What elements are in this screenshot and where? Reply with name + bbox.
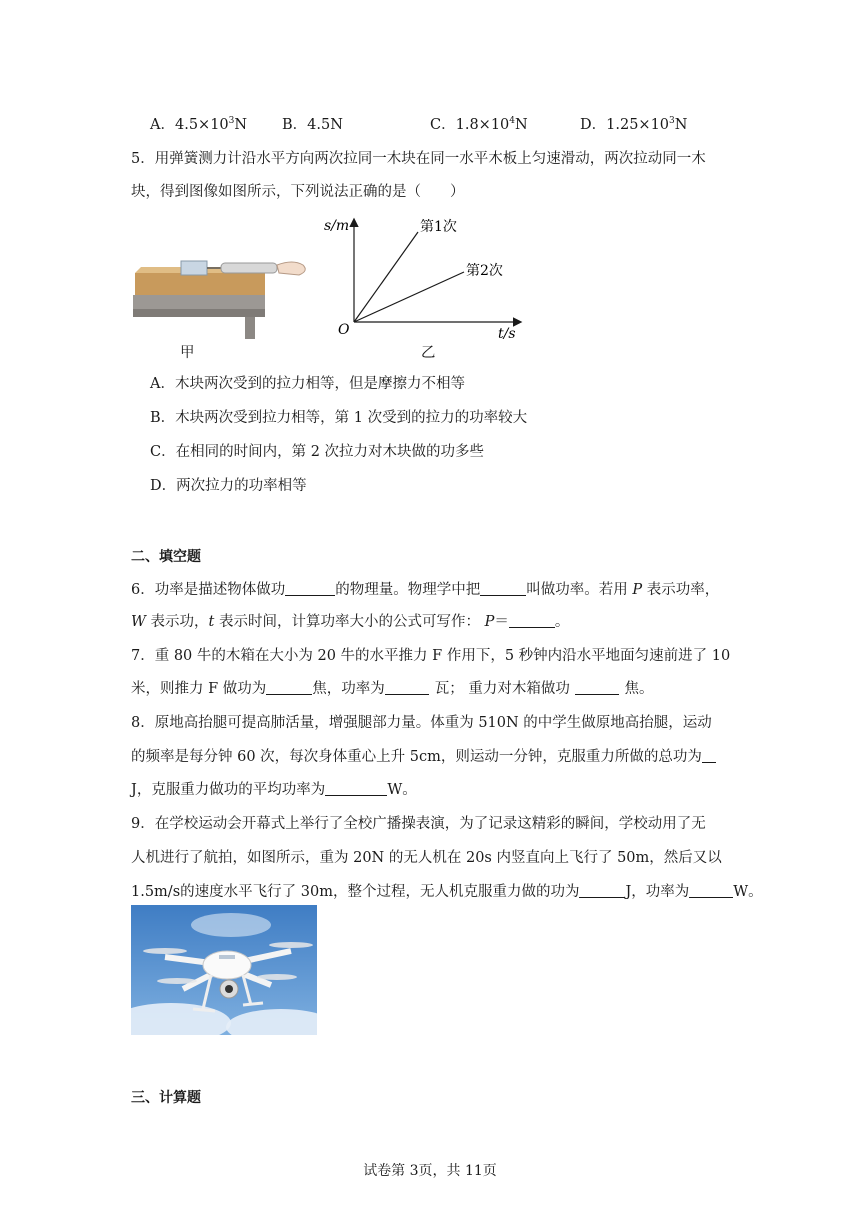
series-2-label: 第2次	[466, 263, 503, 279]
blank	[480, 581, 526, 596]
q9-line1: 9．在学校运动会开幕式上举行了全校广播操表演，为了记录这精彩的瞬间，学校动用了无	[131, 816, 706, 832]
t-axis-label: t/s	[498, 326, 516, 342]
s-axis-label: s/m	[324, 218, 350, 234]
q4-option-d: D．$1.25\times 10^3N$	[580, 116, 688, 133]
q6-line1: 6．功率是描述物体做功 的物理量。物理学中把 叫做功率。若用 P 表示功率，	[131, 582, 720, 598]
q9-line3: 1.5m/s的速度水平飞行了 30m，整个过程，无人机克服重力做的功为 J，功率为 W。	[131, 884, 763, 900]
spring-scale	[221, 263, 277, 273]
figure-yi-label: 乙	[421, 345, 436, 361]
q7-line2: 米，则推力 F 做功为 焦，功率为 瓦； 重力对木箱做功 焦。	[131, 681, 654, 697]
blank	[285, 581, 335, 596]
page-footer: 试卷第 3页，共 11页	[363, 1163, 497, 1179]
wood-block	[181, 261, 207, 275]
blank	[579, 883, 625, 898]
section-2-title: 二、填空题	[131, 549, 201, 565]
origin-label: O	[338, 322, 350, 338]
series-1-label: 第1次	[420, 219, 457, 235]
blank	[325, 781, 387, 796]
wooden-board	[135, 273, 265, 295]
hand	[277, 262, 305, 275]
q5-option-c: C．在相同的时间内，第 2 次拉力对木块做的功多些	[150, 444, 485, 460]
q5-stem-line1: 5．用弹簧测力计沿水平方向两次拉同一木块在同一水平木板上匀速滑动，两次拉动同一木	[131, 151, 706, 167]
line-first-trial	[354, 232, 418, 322]
blank	[509, 613, 555, 628]
blank	[385, 680, 429, 695]
section-3-title: 三、计算题	[131, 1090, 201, 1106]
s-t-graph	[322, 210, 532, 345]
table-top	[133, 295, 265, 309]
blank	[689, 883, 733, 898]
q4-option-b: B．4.5N	[282, 117, 343, 133]
q6-line2: W 表示功，t 表示时间，计算功率大小的公式可写作： P＝ 。	[131, 614, 570, 630]
blank	[266, 680, 312, 695]
blank	[702, 748, 716, 763]
drone-photo	[131, 905, 317, 1035]
cloud	[191, 913, 271, 937]
q4-option-c: C．$1.8\times 10^4N$	[430, 116, 528, 133]
blank	[575, 680, 619, 695]
figure-jia-label: 甲	[180, 345, 195, 361]
q5-option-a: A．木块两次受到的拉力相等，但是摩擦力不相等	[150, 376, 465, 392]
table-leg	[245, 317, 255, 339]
q4-option-a: A．$4.5\times 10^3N$	[150, 116, 248, 133]
line-second-trial	[354, 272, 464, 322]
q8-line1: 8．原地高抬腿可提高肺活量，增强腿部力量。体重为 510N 的中学生做原地高抬腿，运动	[131, 715, 712, 731]
q8-line2: 的频率是每分钟 60 次，每次身体重心上升 5cm，则运动一分钟，克服重力所做的总功为	[131, 745, 716, 766]
q8-line3: J，克服重力做功的平均功率为 W。	[131, 782, 417, 798]
q7-line1: 7．重 80 牛的木箱在大小为 20 牛的水平推力 F 作用下，5 秒钟内沿水平地面匀速前进了 10	[131, 648, 731, 664]
q5-stem-line2: 块，得到图像如图所示，下列说法正确的是（ ）	[131, 184, 465, 200]
q5-option-b: B．木块两次受到拉力相等，第 1 次受到的拉力的功率较大	[150, 410, 528, 426]
q9-line2: 人机进行了航拍，如图所示，重为 20N 的无人机在 20s 内竖直向上飞行了 50m，然后又以	[131, 850, 722, 866]
table-spring-scale-figure	[133, 255, 313, 339]
q5-option-d: D．两次拉力的功率相等	[150, 478, 307, 494]
